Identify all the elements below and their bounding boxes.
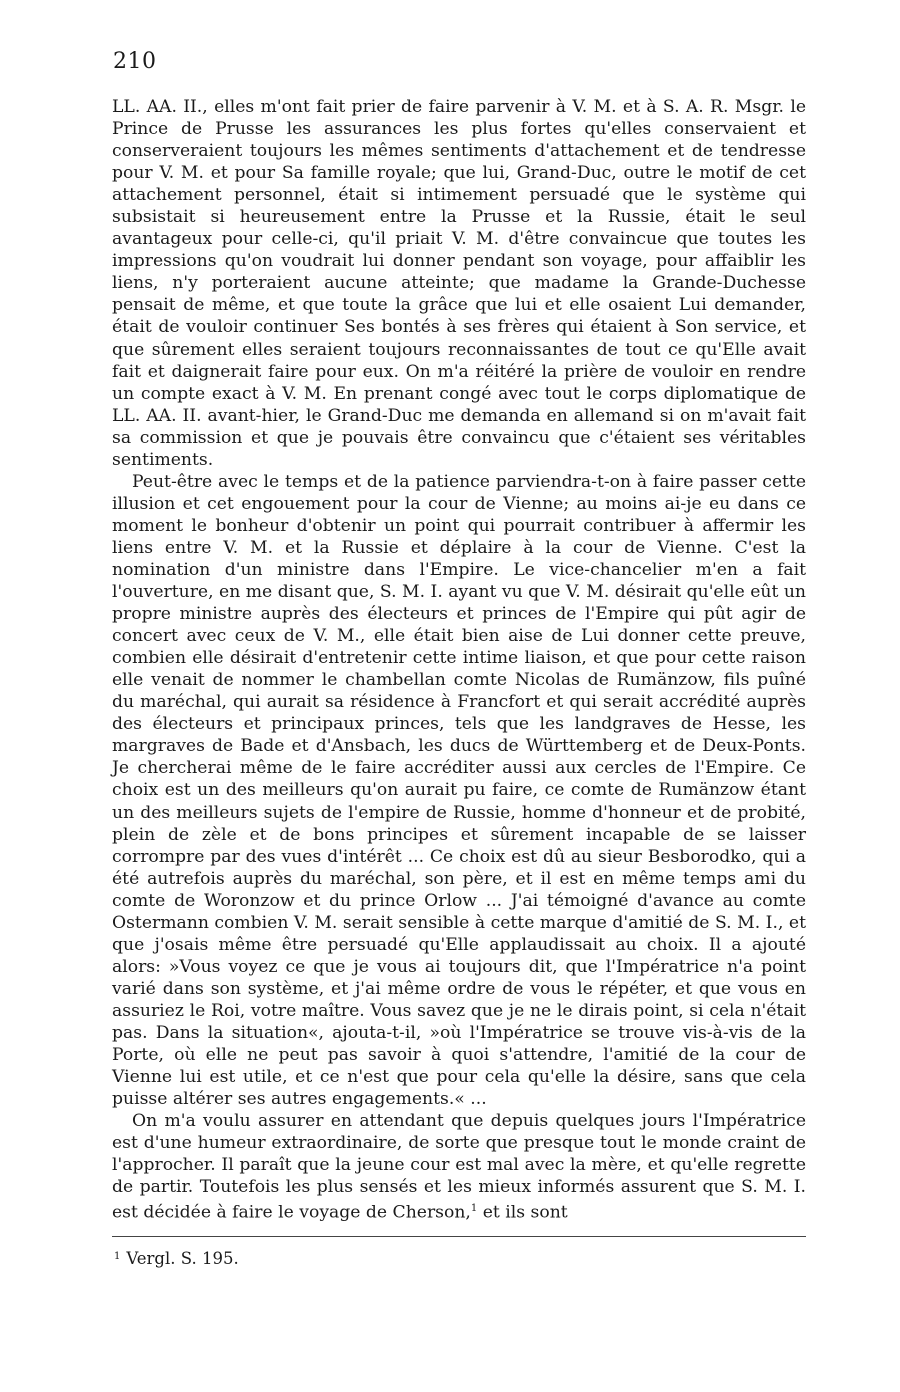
page-number: 210 bbox=[113, 49, 157, 74]
footnote-text: Vergl. S. 195. bbox=[126, 1249, 239, 1268]
paragraph-2: Peut-être avec le temps et de la patience parviendra-t-on à faire passer cette illusion et cet engouement pour la cour de Vienne; au moins ai-je eu dans ce moment le bonheur d'obtenir un point qui pourrait contribuer à affermir les liens entre V. M. et la Russie et déplaire à la cour de Vienne. C'est la nomination d'un ministre dans l'Empire. Le vice-chancelier m'en a fait l'ouverture, en me disant que, S. M. I. ayant vu que V. M. désirait qu'elle eût un propre ministre auprès des électeurs et princes de l'Empire qui pût agir de concert avec ceux de V. M., elle était bien aise de Lui donner cette preuve, combien elle désirait d'entretenir cette intime liaison, et que pour cette raison elle venait de nommer le chambellan comte Nicolas de Rumänzow, fils puîné du maréchal, qui aurait sa résidence à Francfort et qui serait accrédité auprès des électeurs et principaux princes, tels que les landgraves de Hesse, les margraves de Bade et d'Ansbach, les ducs de Württemberg et de Deux-Ponts. Je chercherai même de le faire accréditer aussi aux cercles de l'Empire. Ce choix est un des meilleurs qu'on aurait pu faire, ce comte de Rumänzow étant un des meilleurs sujets de l'empire de Russie, homme d'honneur et de probité, plein de zèle et de bons principes et sûrement incapable de se laisser corrompre par des vues d'intérêt ... Ce choix est dû au sieur Besborodko, qui a été autrefois auprès du maréchal, son père, et il est en même temps ami du comte de Woronzow et du prince Orlow ... J'ai témoigné d'avance au comte Ostermann combien V. M. serait sensible à cette marque d'amitié de S. M. I., et que j'osais même être persuadé qu'Elle applaudissait au choix. Il a ajouté alors: »Vous voyez ce que je vous ai toujours dit, que l'Impératrice n'a point varié dans son système, et j'ai même ordre de vous le répéter, et que vous en assuriez le Roi, votre maître. Vous savez que je ne le dirais point, si cela n'était pas. Dans la situation«, ajouta-t-il, »où l'Impératrice se trouve vis-à-vis de la Porte, où elle ne peut pas savoir à quoi s'attendre, l'amitié de la cour de Vienne lui est utile, et ce n'est que pour cela qu'elle la désire, sans que cela puisse altérer ses autres engagements.« ... bbox=[112, 471, 806, 1110]
paragraph-3 bbox=[112, 1110, 806, 1224]
paragraph-3-text-end: et ils sont bbox=[477, 1203, 568, 1224]
footnote-divider bbox=[112, 1236, 806, 1237]
paragraph-1: LL. AA. II., elles m'ont fait prier de faire parvenir à V. M. et à S. A. R. Msgr. le Prince de Prusse les assurances les plus fortes qu'elles conservaient et conserveraient toujours les mêmes sentiments d'attachement et de tendresse pour V. M. et pour Sa famille royale; que lui, Grand-Duc, outre le motif de cet attachement personnel, était si intimement persuadé que le système qui subsistait si heureusement entre la Prusse et la Russie, était le seul avantageux pour celle-ci, qu'il priait V. M. d'être convaincue que toutes les impressions qu'on voudrait lui donner pendant son voyage, pour affaiblir les liens, n'y porteraient aucune atteinte; que madame la Grande-Duchesse pensait de même, et que toute la grâce que lui et elle osaient Lui demander, était de vouloir continuer Ses bontés à ses frères qui étaient à Son service, et que sûrement elles seraient toujours reconnaissantes de tout ce qu'Elle avait fait et daignerait faire pour eux. On m'a réitéré la prière de vouloir en rendre un compte exact à V. M. En prenant congé avec tout le corps diplomatique de LL. AA. II. avant-hier, le Grand-Duc me demanda en allemand si on m'avait fait sa commission et que je pouvais être convaincu que c'étaient ses véritables sentiments. bbox=[112, 97, 806, 470]
body-text bbox=[112, 96, 806, 1224]
paragraph-3-text: On m'a voulu assurer en attendant que depuis quelques jours l'Impératrice est d'une humeur extraordinaire, de sorte que presque tout le monde craint de l'approcher. Il paraît que la jeune cour est mal avec la mère, et qu'elle regrette de partir. Toutefois les plus sensés et les mieux informés assurent que S. M. I. est décidée à faire le voyage de Cherson, bbox=[112, 1111, 806, 1224]
footnote-reference: 1 bbox=[470, 1203, 478, 1215]
footnote-marker: 1 bbox=[114, 1251, 121, 1262]
footnote bbox=[114, 1246, 239, 1270]
